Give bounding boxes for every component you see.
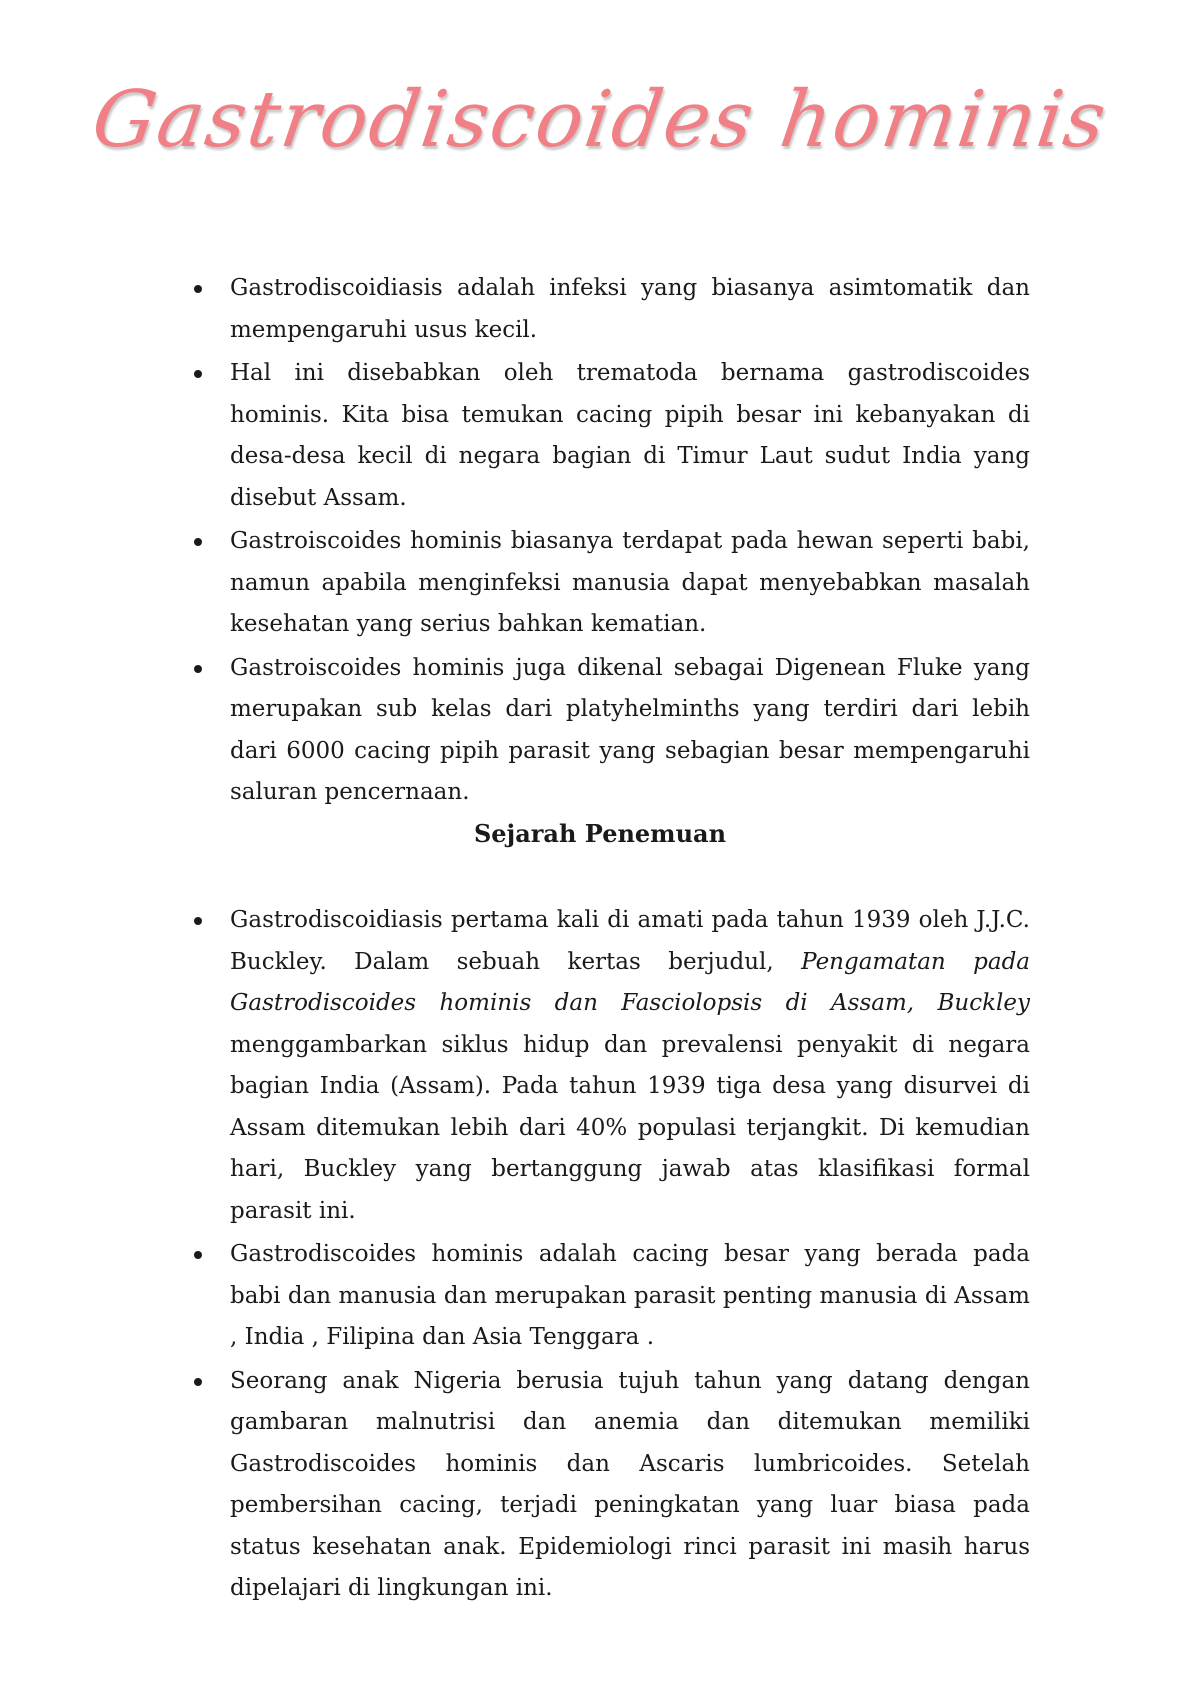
- list-item-text: Seorang anak Nigeria berusia tujuh tahun yang datang dengan gambaran malnutrisi dan anemia dan ditemukan memiliki Gastrodiscoides hominis dan Ascaris lumbricoides. Setelah pembersihan cacing, terjadi peningkatan yang luar biasa pada status kesehatan anak. Epidemiologi rinci parasit ini masih harus dipelajari di lingkungan ini.: [230, 1367, 1030, 1601]
- list-item: [180, 900, 1030, 1232]
- list-item: [180, 353, 1030, 519]
- bullet-icon: [194, 665, 202, 673]
- list-item-text: Hal ini disebabkan oleh trematoda bernama gastrodiscoides hominis. Kita bisa temukan cacing pipih besar ini kebanyakan di desa-desa kecil di negara bagian di Timur Laut sudut India yang disebut Assam.: [230, 360, 1030, 511]
- list-item-text: Gastroiscoides hominis juga dikenal sebagai Digenean Fluke yang merupakan sub kelas dari platyhelminths yang terdiri dari lebih dari 6000 cacing pipih parasit yang sebagian besar mempengaruhi saluran pencernaan.: [230, 654, 1030, 805]
- list-item-text-continued: menggambarkan siklus hidup dan prevalensi penyakit di negara bagian India (Assam). Pada tahun 1939 tiga desa yang disurvei di Assam ditemukan lebih dari 40% populasi terjangkit. Di kemudian hari, Buckley yang bertanggung jawab atas klasifikasi formal parasit ini.: [230, 1031, 1030, 1224]
- bullet-icon: [194, 285, 202, 293]
- list-item-text: Gastroiscoides hominis biasanya terdapat pada hewan seperti babi, namun apabila menginfeksi manusia dapat menyebabkan masalah kesehatan yang serius bahkan kematian.: [230, 528, 1030, 637]
- list-item-text: Gastrodiscoidiasis adalah infeksi yang biasanya asimtomatik dan mempengaruhi usus kecil.: [230, 275, 1030, 343]
- list-item: [180, 1361, 1030, 1610]
- list-item-text: Gastrodiscoides hominis adalah cacing besar yang berada pada babi dan manusia dan merupakan parasit penting manusia di Assam , India , Filipina dan Asia Tenggara .: [230, 1241, 1030, 1350]
- list-item: [180, 268, 1030, 351]
- history-bullet-list: [180, 900, 1030, 1612]
- bullet-icon: [194, 1251, 202, 1259]
- intro-bullet-list: [180, 268, 1030, 816]
- bullet-icon: [194, 538, 202, 546]
- list-item: [180, 648, 1030, 814]
- bullet-icon: [194, 917, 202, 925]
- list-item: [180, 521, 1030, 646]
- page-title: Gastrodiscoides hominis: [87, 75, 1113, 165]
- bullet-icon: [194, 1378, 202, 1386]
- list-item: [180, 1234, 1030, 1359]
- paper-title-italic: Pengamatan pada Gastrodiscoides hominis dan Fasciolopsis di Assam, Buckley: [230, 948, 1031, 1016]
- bullet-icon: [194, 370, 202, 378]
- list-item-text: Gastrodiscoidiasis pertama kali di amati pada tahun 1939 oleh J.J.C. Buckley. Dalam sebuah kertas berjudul,: [230, 907, 1030, 975]
- section-heading: Sejarah Penemuan: [473, 819, 727, 848]
